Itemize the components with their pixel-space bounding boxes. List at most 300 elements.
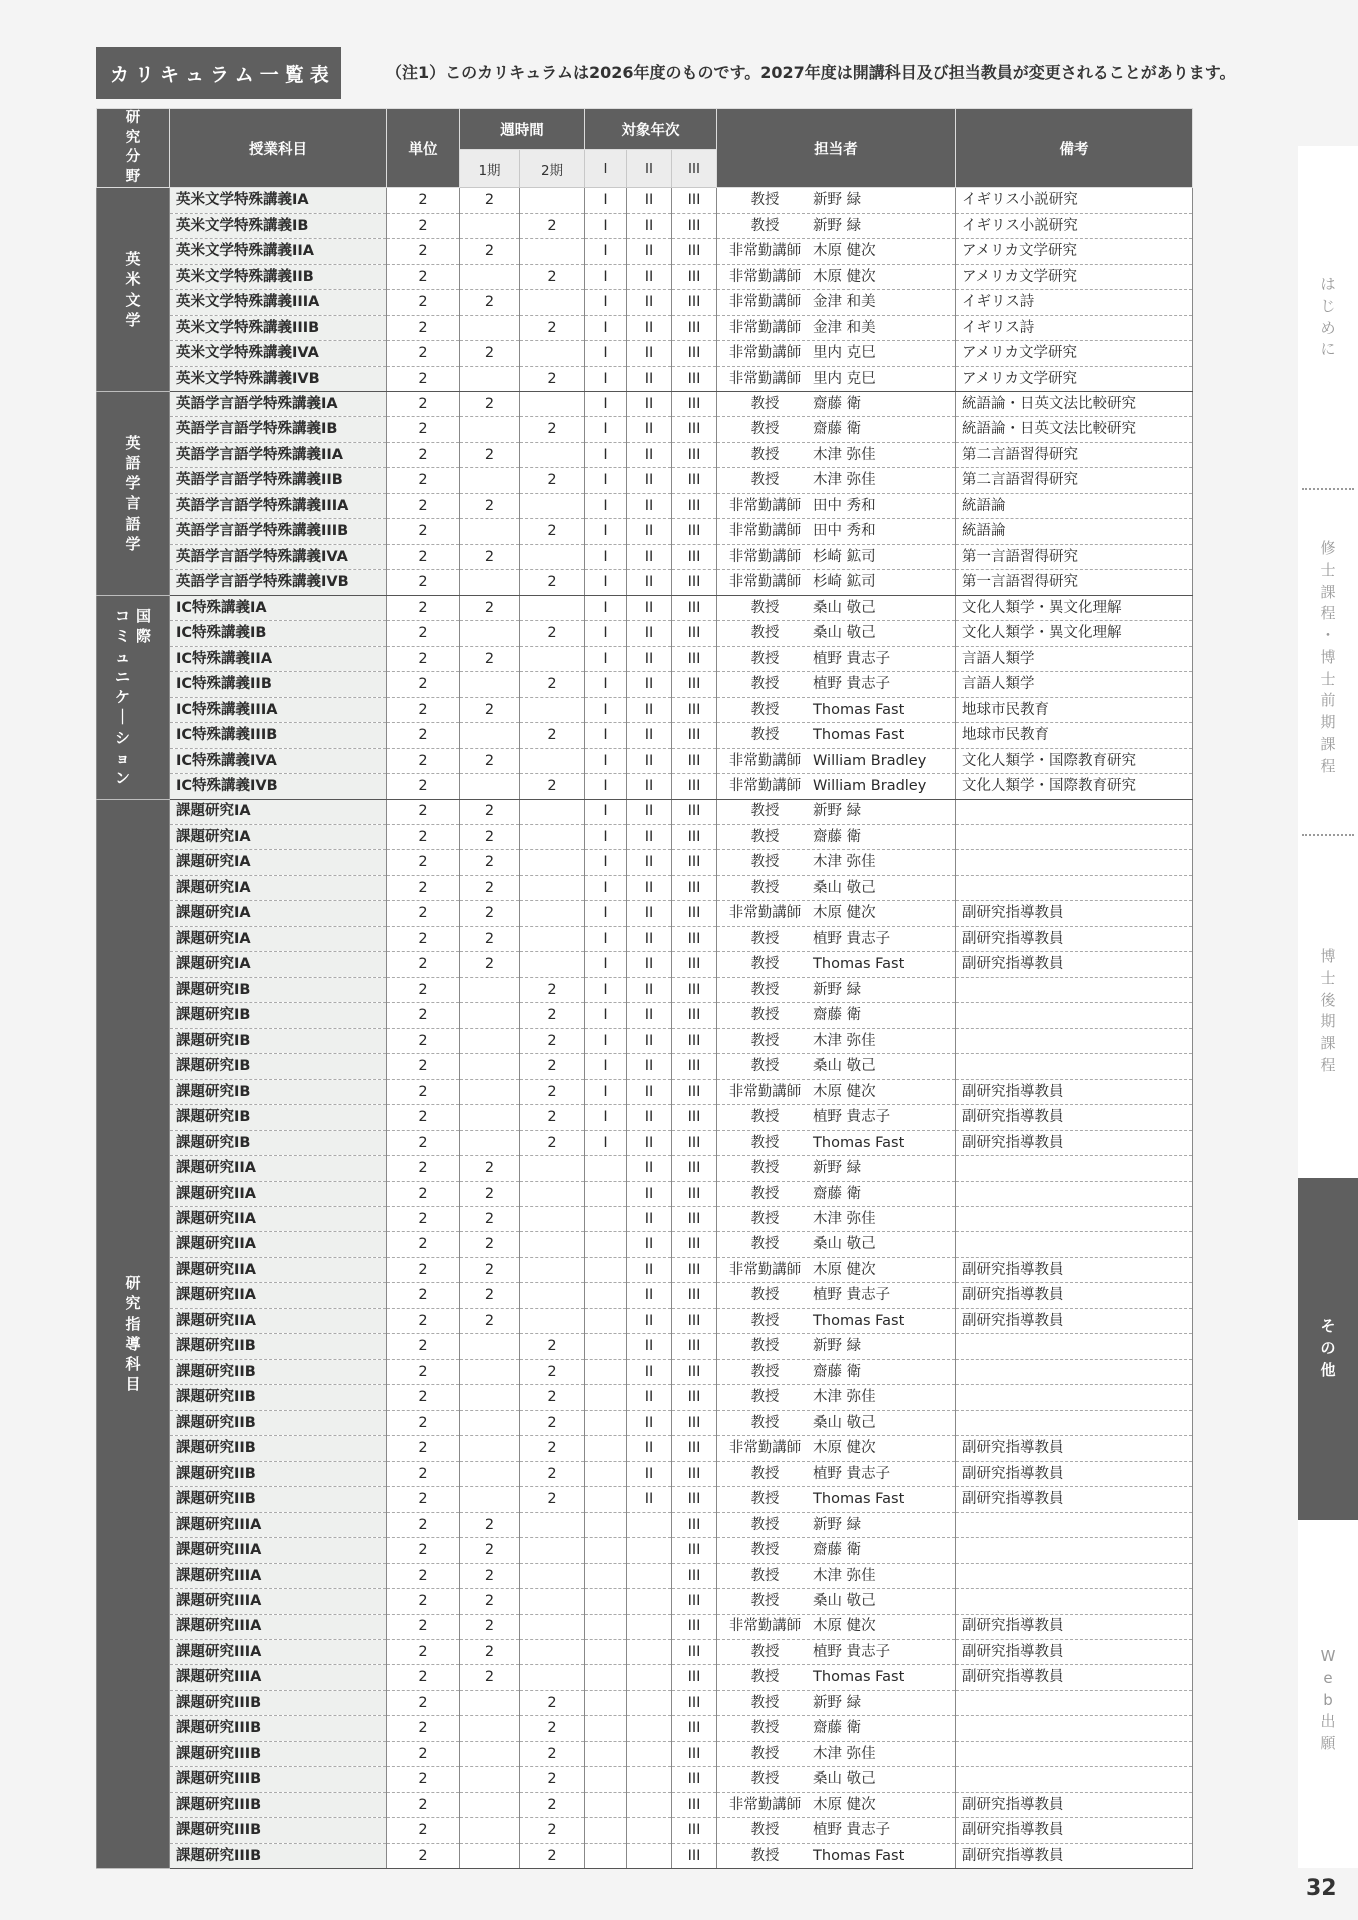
year1-cell: I — [585, 595, 627, 620]
term2-cell: 2 — [520, 1461, 585, 1486]
credit-cell: 2 — [387, 341, 460, 366]
term2-cell: 2 — [520, 1843, 585, 1868]
term2-cell — [520, 239, 585, 264]
instructor-cell — [717, 595, 956, 620]
instructor-name: 桑山 敬己 — [813, 599, 876, 616]
remarks-cell: 副研究指導教員 — [956, 1843, 1193, 1868]
remarks-cell: アメリカ文学研究 — [956, 341, 1193, 366]
instructor-cell — [717, 1436, 956, 1461]
term1-cell — [460, 1079, 520, 1104]
credit-cell: 2 — [387, 1410, 460, 1435]
header-year2: II — [627, 150, 672, 188]
instructor-rank: 教授 — [750, 1160, 780, 1177]
instructor-cell — [717, 1334, 956, 1359]
instructor-name: 里内 克巳 — [813, 370, 876, 387]
instructor-name: 植野 貴志子 — [813, 1465, 891, 1482]
term1-cell: 2 — [460, 875, 520, 900]
instructor-rank: 教授 — [750, 1134, 780, 1151]
term2-cell: 2 — [520, 1105, 585, 1130]
term1-cell: 2 — [460, 901, 520, 926]
instructor-cell — [717, 468, 956, 493]
term1-cell — [460, 1818, 520, 1843]
instructor-name: 新野 緑 — [813, 1338, 862, 1355]
instructor-cell — [717, 824, 956, 849]
credit-cell: 2 — [387, 442, 460, 467]
credit-cell: 2 — [387, 544, 460, 569]
instructor-name: 齋藤 衛 — [813, 1185, 862, 1202]
year2-cell: II — [627, 1308, 672, 1333]
instructor-rank: 非常勤講師 — [728, 345, 802, 362]
remarks-cell: 地球市民教育 — [956, 723, 1193, 748]
instructor-name: Thomas Fast — [813, 701, 905, 718]
table-row — [97, 799, 1193, 824]
term2-cell: 2 — [520, 1385, 585, 1410]
subject-cell: 課題研究IIIA — [170, 1589, 387, 1614]
instructor-cell — [717, 1614, 956, 1639]
year3-cell: III — [672, 875, 717, 900]
year1-cell: I — [585, 570, 627, 595]
term1-cell — [460, 417, 520, 442]
instructor-rank: 教授 — [750, 1720, 780, 1737]
subject-cell: IC特殊講義IIA — [170, 646, 387, 671]
year1-cell — [585, 1512, 627, 1537]
subject-cell: IC特殊講義IIB — [170, 672, 387, 697]
credit-cell: 2 — [387, 188, 460, 213]
instructor-rank: 教授 — [750, 1236, 780, 1253]
credit-cell: 2 — [387, 1843, 460, 1868]
instructor-name: 齋藤 衛 — [813, 395, 862, 412]
year3-cell: III — [672, 1054, 717, 1079]
year2-cell: II — [627, 621, 672, 646]
nav-divider — [1302, 834, 1354, 836]
table-row — [97, 875, 1193, 900]
instructor-name: 植野 貴志子 — [813, 930, 891, 947]
table-row — [97, 1181, 1193, 1206]
remarks-cell: 言語人類学 — [956, 646, 1193, 671]
year3-cell: III — [672, 1334, 717, 1359]
instructor-name: 金津 和美 — [813, 294, 876, 311]
year2-cell: II — [627, 468, 672, 493]
year2-cell: II — [627, 1359, 672, 1384]
year3-cell: III — [672, 1257, 717, 1282]
subject-cell: IC特殊講義IIIB — [170, 723, 387, 748]
year2-cell: II — [627, 417, 672, 442]
subject-cell: 課題研究IIIB — [170, 1690, 387, 1715]
credit-cell: 2 — [387, 1818, 460, 1843]
year1-cell: I — [585, 188, 627, 213]
term2-cell: 2 — [520, 1410, 585, 1435]
instructor-name: 杉崎 鉱司 — [813, 548, 876, 565]
year1-cell — [585, 1283, 627, 1308]
term2-cell — [520, 1614, 585, 1639]
year1-cell — [585, 1563, 627, 1588]
table-row — [97, 1741, 1193, 1766]
year3-cell: III — [672, 1130, 717, 1155]
credit-cell: 2 — [387, 1741, 460, 1766]
term1-cell — [460, 1690, 520, 1715]
term1-cell: 2 — [460, 1639, 520, 1664]
table-row — [97, 1665, 1193, 1690]
year2-cell: II — [627, 646, 672, 671]
year2-cell: II — [627, 901, 672, 926]
year2-cell: II — [627, 366, 672, 391]
credit-cell: 2 — [387, 1512, 460, 1537]
year1-cell — [585, 1461, 627, 1486]
instructor-rank: 教授 — [750, 1745, 780, 1762]
credit-cell: 2 — [387, 1003, 460, 1028]
nav-item-intro[interactable] — [1298, 274, 1358, 494]
remarks-cell — [956, 1741, 1193, 1766]
subject-cell: 課題研究IIA — [170, 1156, 387, 1181]
instructor-rank: 教授 — [750, 625, 780, 642]
year3-cell: III — [672, 570, 717, 595]
year2-cell: II — [627, 723, 672, 748]
remarks-cell — [956, 1207, 1193, 1232]
term1-cell — [460, 1436, 520, 1461]
year1-cell: I — [585, 315, 627, 340]
subject-cell: 課題研究IIIA — [170, 1665, 387, 1690]
credit-cell: 2 — [387, 315, 460, 340]
subject-cell: 課題研究IA — [170, 901, 387, 926]
credit-cell: 2 — [387, 748, 460, 773]
term1-cell — [460, 723, 520, 748]
term2-cell: 2 — [520, 213, 585, 238]
term2-cell — [520, 1563, 585, 1588]
year1-cell — [585, 1741, 627, 1766]
instructor-name: 齋藤 衛 — [813, 421, 862, 438]
year3-cell: III — [672, 1461, 717, 1486]
year2-cell: II — [627, 850, 672, 875]
subject-cell: 英米文学特殊講義IIB — [170, 264, 387, 289]
year2-cell — [627, 1792, 672, 1817]
subject-cell: 英米文学特殊講義IA — [170, 188, 387, 213]
instructor-cell — [717, 952, 956, 977]
year3-cell: III — [672, 595, 717, 620]
remarks-cell — [956, 1003, 1193, 1028]
subject-cell: 英米文学特殊講義IVB — [170, 366, 387, 391]
credit-cell: 2 — [387, 1436, 460, 1461]
year2-cell: II — [627, 1079, 672, 1104]
year2-cell: II — [627, 1181, 672, 1206]
year1-cell: I — [585, 519, 627, 544]
credit-cell: 2 — [387, 977, 460, 1002]
instructor-name: 新野 緑 — [813, 1516, 862, 1533]
instructor-rank: 教授 — [750, 1287, 780, 1304]
nav-item-doctoral[interactable] — [1298, 946, 1358, 1106]
year3-cell: III — [672, 723, 717, 748]
instructor-cell — [717, 1538, 956, 1563]
year1-cell: I — [585, 646, 627, 671]
year2-cell: II — [627, 952, 672, 977]
instructor-name: Thomas Fast — [813, 1134, 905, 1151]
year2-cell: II — [627, 1232, 672, 1257]
table-row — [97, 1589, 1193, 1614]
term2-cell — [520, 850, 585, 875]
remarks-cell: 副研究指導教員 — [956, 1130, 1193, 1155]
year2-cell: II — [627, 774, 672, 799]
remarks-cell — [956, 1181, 1193, 1206]
instructor-rank: 非常勤講師 — [728, 778, 802, 795]
remarks-cell — [956, 1232, 1193, 1257]
credit-cell: 2 — [387, 672, 460, 697]
header-subject: 授業科目 — [170, 109, 387, 188]
credit-cell: 2 — [387, 239, 460, 264]
year2-cell: II — [627, 1105, 672, 1130]
remarks-cell: イギリス小説研究 — [956, 213, 1193, 238]
remarks-cell: 副研究指導教員 — [956, 1818, 1193, 1843]
field-cell — [97, 595, 170, 799]
term1-cell: 2 — [460, 1665, 520, 1690]
field-label: 英 語 学 言 語 学 — [125, 433, 141, 553]
year3-cell: III — [672, 188, 717, 213]
instructor-name: 植野 貴志子 — [813, 1643, 891, 1660]
instructor-rank: 教授 — [750, 879, 780, 896]
year1-cell — [585, 1639, 627, 1664]
header-weekly-hours: 週時間 — [460, 109, 585, 150]
instructor-name: 木原 健次 — [813, 268, 876, 285]
term1-cell — [460, 1767, 520, 1792]
instructor-cell — [717, 672, 956, 697]
instructor-rank: 非常勤講師 — [728, 523, 802, 540]
credit-cell: 2 — [387, 723, 460, 748]
remarks-cell — [956, 1359, 1193, 1384]
nav-item-web-application[interactable] — [1298, 1646, 1358, 1806]
credit-cell: 2 — [387, 926, 460, 951]
credit-cell: 2 — [387, 264, 460, 289]
nav-item-master[interactable] — [1298, 538, 1358, 788]
term1-cell — [460, 1054, 520, 1079]
year3-cell: III — [672, 366, 717, 391]
field-cell — [97, 799, 170, 1869]
instructor-rank: 非常勤講師 — [728, 548, 802, 565]
term2-cell — [520, 188, 585, 213]
year3-cell: III — [672, 1665, 717, 1690]
table-row — [97, 1818, 1193, 1843]
year2-cell — [627, 1512, 672, 1537]
subject-cell: 課題研究IB — [170, 1130, 387, 1155]
year1-cell: I — [585, 824, 627, 849]
term2-cell: 2 — [520, 977, 585, 1002]
credit-cell: 2 — [387, 1079, 460, 1104]
term2-cell — [520, 1156, 585, 1181]
table-row — [97, 468, 1193, 493]
year2-cell: II — [627, 824, 672, 849]
nav-divider — [1302, 488, 1354, 490]
year1-cell: I — [585, 901, 627, 926]
term2-cell — [520, 748, 585, 773]
term1-cell — [460, 570, 520, 595]
credit-cell: 2 — [387, 774, 460, 799]
subject-cell: 課題研究IA — [170, 875, 387, 900]
instructor-name: 新野 緑 — [813, 1694, 862, 1711]
credit-cell: 2 — [387, 366, 460, 391]
term1-cell: 2 — [460, 697, 520, 722]
instructor-rank: 教授 — [750, 1312, 780, 1329]
subject-cell: 課題研究IIA — [170, 1283, 387, 1308]
credit-cell: 2 — [387, 1308, 460, 1333]
year2-cell: II — [627, 213, 672, 238]
term2-cell — [520, 952, 585, 977]
instructor-rank: 教授 — [750, 446, 780, 463]
term2-cell: 2 — [520, 1741, 585, 1766]
term2-cell — [520, 544, 585, 569]
year1-cell — [585, 1181, 627, 1206]
term1-cell: 2 — [460, 799, 520, 824]
credit-cell: 2 — [387, 1589, 460, 1614]
remarks-cell: 副研究指導教員 — [956, 1257, 1193, 1282]
subject-cell: 課題研究IIA — [170, 1181, 387, 1206]
term1-cell — [460, 1792, 520, 1817]
instructor-rank: 教授 — [750, 217, 780, 234]
year2-cell — [627, 1665, 672, 1690]
subject-cell: 課題研究IIIB — [170, 1843, 387, 1868]
term2-cell — [520, 290, 585, 315]
year3-cell: III — [672, 952, 717, 977]
year3-cell: III — [672, 315, 717, 340]
curriculum-note: （注1）このカリキュラムは2026年度のものです。2027年度は開講科目及び担当教員が変更されることがあります。 — [386, 63, 1236, 82]
instructor-name: 桑山 敬己 — [813, 879, 876, 896]
year1-cell — [585, 1334, 627, 1359]
year1-cell — [585, 1385, 627, 1410]
term1-cell: 2 — [460, 544, 520, 569]
year3-cell: III — [672, 1283, 717, 1308]
term2-cell — [520, 1589, 585, 1614]
credit-cell: 2 — [387, 1257, 460, 1282]
year3-cell: III — [672, 392, 717, 417]
year3-cell: III — [672, 926, 717, 951]
field-cell — [97, 392, 170, 596]
instructor-name: 杉崎 鉱司 — [813, 574, 876, 591]
instructor-cell — [717, 417, 956, 442]
instructor-name: 新野 緑 — [813, 803, 862, 820]
instructor-cell — [717, 1487, 956, 1512]
instructor-cell — [717, 1028, 956, 1053]
instructor-name: 齋藤 衛 — [813, 1720, 862, 1737]
term2-cell: 2 — [520, 1054, 585, 1079]
credit-cell: 2 — [387, 570, 460, 595]
year1-cell: I — [585, 1054, 627, 1079]
instructor-cell — [717, 341, 956, 366]
table-row — [97, 1207, 1193, 1232]
subject-cell: 課題研究IIIB — [170, 1767, 387, 1792]
instructor-cell — [717, 264, 956, 289]
term1-cell — [460, 264, 520, 289]
year2-cell: II — [627, 239, 672, 264]
subject-cell: 英語学言語学特殊講義IVB — [170, 570, 387, 595]
instructor-rank: 教授 — [750, 1542, 780, 1559]
term1-cell — [460, 366, 520, 391]
year3-cell: III — [672, 1308, 717, 1333]
year2-cell: II — [627, 1461, 672, 1486]
nav-item-other[interactable] — [1298, 1178, 1358, 1520]
table-row — [97, 1257, 1193, 1282]
year1-cell: I — [585, 239, 627, 264]
table-row — [97, 1130, 1193, 1155]
credit-cell: 2 — [387, 850, 460, 875]
year1-cell: I — [585, 1079, 627, 1104]
nav-item-label: W e b 出 願 — [1320, 1647, 1336, 1752]
year2-cell: II — [627, 672, 672, 697]
header-instructor: 担当者 — [717, 109, 956, 188]
instructor-cell — [717, 1003, 956, 1028]
year1-cell — [585, 1487, 627, 1512]
instructor-cell — [717, 1130, 956, 1155]
table-row — [97, 392, 1193, 417]
term2-cell — [520, 392, 585, 417]
term2-cell — [520, 1283, 585, 1308]
credit-cell: 2 — [387, 1690, 460, 1715]
year2-cell: II — [627, 264, 672, 289]
term2-cell: 2 — [520, 1130, 585, 1155]
year1-cell: I — [585, 748, 627, 773]
term1-cell — [460, 1334, 520, 1359]
subject-cell: 課題研究IA — [170, 799, 387, 824]
remarks-cell: 副研究指導教員 — [956, 1792, 1193, 1817]
year3-cell: III — [672, 417, 717, 442]
side-nav — [1298, 146, 1358, 1868]
instructor-rank: 教授 — [750, 599, 780, 616]
table-row — [97, 1767, 1193, 1792]
instructor-cell — [717, 1079, 956, 1104]
instructor-cell — [717, 875, 956, 900]
year3-cell: III — [672, 1487, 717, 1512]
instructor-rank: 教授 — [750, 956, 780, 973]
instructor-name: 田中 秀和 — [813, 497, 876, 514]
year3-cell: III — [672, 1105, 717, 1130]
term1-cell: 2 — [460, 1257, 520, 1282]
instructor-name: Thomas Fast — [813, 956, 905, 973]
instructor-name: 木津 弥佳 — [813, 854, 876, 871]
year1-cell: I — [585, 392, 627, 417]
year3-cell: III — [672, 850, 717, 875]
year1-cell — [585, 1690, 627, 1715]
credit-cell: 2 — [387, 1130, 460, 1155]
term1-cell: 2 — [460, 926, 520, 951]
table-row — [97, 417, 1193, 442]
instructor-name: 新野 緑 — [813, 1160, 862, 1177]
remarks-cell: 文化人類学・異文化理解 — [956, 595, 1193, 620]
instructor-name: 木津 弥佳 — [813, 1567, 876, 1584]
header-term1: 1期 — [460, 150, 520, 188]
year3-cell: III — [672, 290, 717, 315]
credit-cell: 2 — [387, 1156, 460, 1181]
remarks-cell: 副研究指導教員 — [956, 1639, 1193, 1664]
credit-cell: 2 — [387, 875, 460, 900]
year1-cell: I — [585, 697, 627, 722]
remarks-cell: 副研究指導教員 — [956, 1665, 1193, 1690]
field-label: コ ミ ュ ニ ケ ｜ シ ョ ン — [114, 607, 130, 787]
remarks-cell: 副研究指導教員 — [956, 1614, 1193, 1639]
instructor-name: 齋藤 衛 — [813, 1363, 862, 1380]
year2-cell: II — [627, 570, 672, 595]
year1-cell — [585, 1308, 627, 1333]
year1-cell — [585, 1436, 627, 1461]
year1-cell — [585, 1257, 627, 1282]
term1-cell — [460, 1461, 520, 1486]
year1-cell — [585, 1665, 627, 1690]
year2-cell — [627, 1614, 672, 1639]
year2-cell: II — [627, 442, 672, 467]
table-row — [97, 366, 1193, 391]
subject-cell: 英語学言語学特殊講義IB — [170, 417, 387, 442]
instructor-rank: 教授 — [750, 981, 780, 998]
table-row — [97, 1359, 1193, 1384]
remarks-cell — [956, 1716, 1193, 1741]
instructor-rank: 教授 — [750, 676, 780, 693]
remarks-cell: 副研究指導教員 — [956, 901, 1193, 926]
subject-cell: 課題研究IIA — [170, 1207, 387, 1232]
year3-cell: III — [672, 697, 717, 722]
